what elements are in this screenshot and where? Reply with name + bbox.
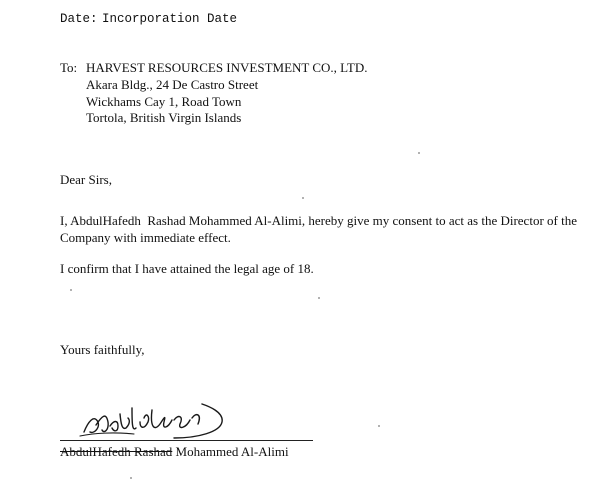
- signatory-name: [60, 444, 289, 460]
- salutation: Dear Sirs,: [60, 172, 112, 187]
- recipient-company: HARVEST RESOURCES INVESTMENT CO., LTD.: [86, 60, 368, 75]
- scan-speck: [70, 289, 72, 291]
- age-confirmation-paragraph: I confirm that I have attained the legal age of 18.: [60, 261, 314, 276]
- scan-speck: [418, 152, 420, 154]
- recipient-address-line-2: Wickhams Cay 1, Road Town: [86, 94, 242, 109]
- handwritten-signature: [74, 392, 254, 450]
- consent-paragraph-line-2: Company with immediate effect.: [60, 230, 231, 245]
- signatory-name-rest: Mohammed Al-Alimi: [172, 444, 289, 459]
- signature-line: [60, 440, 313, 441]
- recipient-address-line-1: Akara Bldg., 24 De Castro Street: [86, 77, 259, 92]
- date-label: Date:: [60, 12, 98, 26]
- recipient-label: To:: [60, 60, 78, 75]
- scan-speck: [378, 425, 380, 427]
- recipient-address-line-3: Tortola, British Virgin Islands: [86, 110, 242, 125]
- scan-speck: [130, 477, 132, 479]
- closing: Yours faithfully,: [60, 342, 145, 357]
- scan-speck: [318, 297, 320, 299]
- signatory-name-struck: AbdulHafedh Rashad: [60, 444, 173, 459]
- scan-speck: [302, 197, 304, 199]
- date-value: Incorporation Date: [102, 12, 238, 26]
- consent-paragraph-line-1: I, AbdulHafedh Rashad Mohammed Al-Alimi, hereby give my consent to act as the Director of the: [60, 213, 577, 228]
